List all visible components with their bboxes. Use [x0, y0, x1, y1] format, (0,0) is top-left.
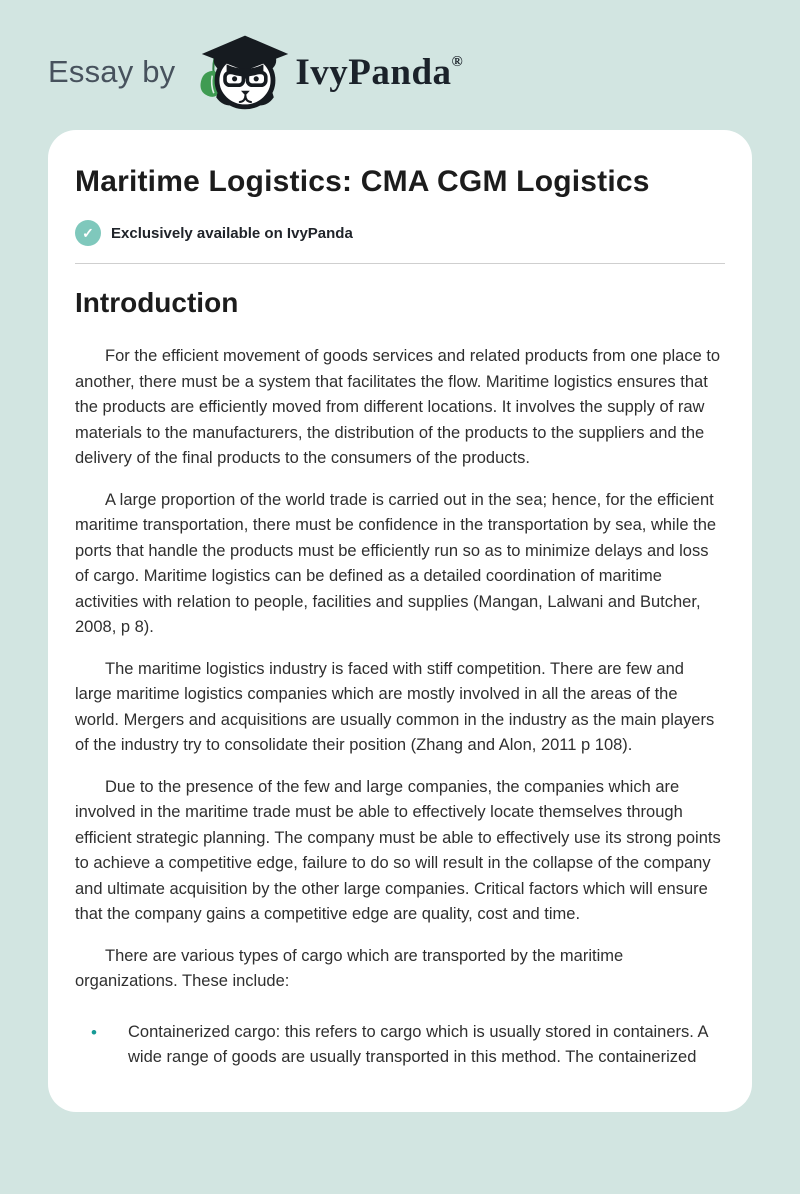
check-icon: ✓	[75, 220, 101, 246]
essay-card	[48, 130, 752, 1112]
list-item	[91, 1020, 725, 1071]
paragraph-5: There are various types of cargo which are transported by the maritime organizations. These include:	[75, 946, 624, 990]
bullet-icon: •	[91, 1022, 97, 1042]
essay-by-label: Essay by	[48, 54, 176, 89]
brand-name	[295, 51, 463, 94]
site-header	[48, 34, 800, 110]
registered-mark: ®	[451, 53, 464, 70]
list-item-text: Containerized cargo: this refers to cargo which is usually stored in containers. A wide range of goods are usually transported in this method. The containerized	[128, 1022, 708, 1066]
divider	[75, 263, 725, 264]
paragraph-4: Due to the presence of the few and large companies, the companies which are involved in the maritime trade must be able to effectively locate themselves through efficient strategic planning. The company must be able to effectively use its strong points to achieve a competitive edge, failure to do so will result in the collapse of the company and ultimate acquisition by the other large companies. Critical factors which will ensure that the company gains a competitive edge are quality, cost and time.	[75, 777, 721, 923]
brand-text: IvyPanda	[295, 51, 452, 93]
cargo-type-list	[75, 1020, 725, 1071]
section-heading-introduction: Introduction	[75, 287, 239, 318]
paragraph-3: The maritime logistics industry is faced with stiff competition. There are few and large maritime logistics companies which are mostly involved in all the areas of the world. Mergers and acquisitions are usually common in the industry as the main players of the industry try to consolidate their position (Zhang and Alon, 2011 p 108).	[75, 659, 715, 754]
page-title: Maritime Logistics: CMA CGM Logistics	[75, 165, 650, 198]
panda-graduate-icon	[189, 33, 293, 111]
exclusive-badge	[75, 220, 725, 246]
exclusive-badge-label: Exclusively available on IvyPanda	[111, 224, 353, 242]
ivypanda-logo[interactable]	[189, 33, 463, 111]
paragraph-2: A large proportion of the world trade is carried out in the sea; hence, for the efficient maritime transportation, there must be confidence in the transportation by sea, while the ports that handle the products must be efficiently run so as to minimize delays and loss of cargo. Maritime logistics can be defined as a detailed coordination of maritime activities with relation to people, facilities and supplies (Mangan, Lalwani and Butcher, 2008, p 8).	[75, 490, 717, 636]
paragraph-1: For the efficient movement of goods services and related products from one place to another, there must be a system that facilitates the flow. Maritime logistics ensures that the products are efficiently moved from different locations. It involves the supply of raw materials to the manufacturers, the distribution of the products to the suppliers and the delivery of the final products to the consumers of the products.	[75, 347, 721, 467]
